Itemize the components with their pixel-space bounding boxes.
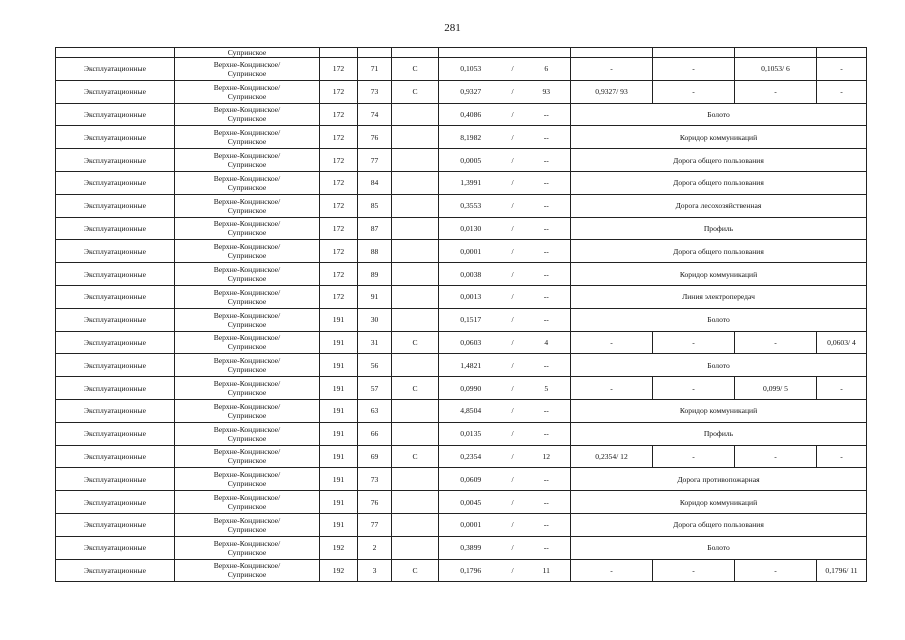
table-row xyxy=(56,194,867,217)
volume-cell: 5 xyxy=(523,377,571,400)
value-cell-1: 0,2354/ 12 xyxy=(571,445,653,468)
continuation-location: Супринское xyxy=(175,48,320,58)
separator-cell: / xyxy=(503,240,523,263)
category-cell xyxy=(392,194,439,217)
subdistrict-name: Супринское xyxy=(227,296,267,306)
value-cell-1: - xyxy=(571,377,653,400)
subdistrict-name: Супринское xyxy=(227,570,267,580)
location-cell xyxy=(175,491,320,514)
quarter-cell: 191 xyxy=(320,445,358,468)
forest-category-cell: Эксплуатационные xyxy=(56,308,175,331)
separator-cell: / xyxy=(503,80,523,103)
location-cell xyxy=(175,399,320,422)
district-name: Верхне-Кондинское/ xyxy=(213,424,281,434)
location-cell xyxy=(175,171,320,194)
forest-category-cell: Эксплуатационные xyxy=(56,445,175,468)
land-type-note: Дорога общего пользования xyxy=(571,171,867,194)
location-cell xyxy=(175,445,320,468)
value-cell-4: - xyxy=(817,377,867,400)
subdistrict-name: Супринское xyxy=(227,365,267,375)
area-cell: 1,4821 xyxy=(439,354,503,377)
quarter-cell: 172 xyxy=(320,263,358,286)
volume-cell: 4 xyxy=(523,331,571,354)
category-cell xyxy=(392,103,439,126)
subdistrict-name: Супринское xyxy=(227,319,267,329)
category-cell xyxy=(392,513,439,536)
value-cell-1: - xyxy=(571,331,653,354)
volume-cell: -- xyxy=(523,308,571,331)
area-cell: 0,0005 xyxy=(439,149,503,172)
value-cell-2: - xyxy=(653,80,735,103)
district-name: Верхне-Кондинское/ xyxy=(213,356,281,366)
district-name: Верхне-Кондинское/ xyxy=(213,151,281,161)
table-row xyxy=(56,103,867,126)
location-cell xyxy=(175,149,320,172)
quarter-cell: 172 xyxy=(320,58,358,81)
table-row xyxy=(56,263,867,286)
forest-category-cell: Эксплуатационные xyxy=(56,263,175,286)
category-cell: С xyxy=(392,377,439,400)
district-name: Верхне-Кондинское/ xyxy=(213,310,281,320)
district-name: Верхне-Кондинское/ xyxy=(213,561,281,571)
volume-cell: -- xyxy=(523,103,571,126)
district-name: Верхне-Кондинское/ xyxy=(213,265,281,275)
land-type-note: Коридор коммуникаций xyxy=(571,399,867,422)
separator-cell: / xyxy=(503,468,523,491)
quarter-cell: 191 xyxy=(320,422,358,445)
separator-cell: / xyxy=(503,126,523,149)
value-cell-4: 0,1796/ 11 xyxy=(817,559,867,582)
volume-cell: -- xyxy=(523,171,571,194)
location-cell xyxy=(175,217,320,240)
quarter-cell: 192 xyxy=(320,536,358,559)
volume-cell: -- xyxy=(523,285,571,308)
area-cell: 1,3991 xyxy=(439,171,503,194)
forest-category-cell: Эксплуатационные xyxy=(56,536,175,559)
subdistrict-name: Супринское xyxy=(227,388,267,398)
category-cell xyxy=(392,422,439,445)
forest-category-cell: Эксплуатационные xyxy=(56,58,175,81)
subdistrict-name: Супринское xyxy=(227,68,267,78)
stand-cell: 87 xyxy=(358,217,392,240)
area-cell: 0,3553 xyxy=(439,194,503,217)
table-row xyxy=(56,513,867,536)
table-row xyxy=(56,445,867,468)
location-cell xyxy=(175,80,320,103)
district-name: Верхне-Кондинское/ xyxy=(213,128,281,138)
separator-cell: / xyxy=(503,149,523,172)
separator-cell: / xyxy=(503,559,523,582)
quarter-cell: 172 xyxy=(320,285,358,308)
category-cell xyxy=(392,285,439,308)
volume-cell: -- xyxy=(523,263,571,286)
district-name: Верхне-Кондинское/ xyxy=(213,219,281,229)
location-cell xyxy=(175,513,320,536)
area-cell: 0,2354 xyxy=(439,445,503,468)
category-cell xyxy=(392,354,439,377)
land-type-note: Коридор коммуникаций xyxy=(571,491,867,514)
value-cell-2: - xyxy=(653,331,735,354)
forest-category-cell: Эксплуатационные xyxy=(56,194,175,217)
separator-cell: / xyxy=(503,536,523,559)
district-name: Верхне-Кондинское/ xyxy=(213,333,281,343)
stand-cell: 76 xyxy=(358,126,392,149)
table-row xyxy=(56,149,867,172)
land-type-note: Дорога общего пользования xyxy=(571,240,867,263)
area-cell: 0,4086 xyxy=(439,103,503,126)
value-cell-2: - xyxy=(653,559,735,582)
stand-cell: 91 xyxy=(358,285,392,308)
table-row xyxy=(56,422,867,445)
table-row xyxy=(56,536,867,559)
page-number: 281 xyxy=(444,22,461,34)
forest-category-cell: Эксплуатационные xyxy=(56,285,175,308)
volume-cell: 6 xyxy=(523,58,571,81)
location-cell xyxy=(175,422,320,445)
area-cell: 0,0038 xyxy=(439,263,503,286)
subdistrict-name: Супринское xyxy=(227,433,267,443)
separator-cell: / xyxy=(503,491,523,514)
table-row xyxy=(56,80,867,103)
stand-cell: 76 xyxy=(358,491,392,514)
land-type-note: Дорога общего пользования xyxy=(571,149,867,172)
forest-category-cell: Эксплуатационные xyxy=(56,491,175,514)
land-type-note: Профиль xyxy=(571,422,867,445)
category-cell: С xyxy=(392,331,439,354)
forest-category-cell: Эксплуатационные xyxy=(56,126,175,149)
stand-cell: 77 xyxy=(358,149,392,172)
land-type-note: Профиль xyxy=(571,217,867,240)
location-cell xyxy=(175,331,320,354)
value-cell-4: - xyxy=(817,445,867,468)
location-cell xyxy=(175,285,320,308)
table-row xyxy=(56,354,867,377)
quarter-cell: 172 xyxy=(320,103,358,126)
category-cell xyxy=(392,491,439,514)
value-cell-1: 0,9327/ 93 xyxy=(571,80,653,103)
subdistrict-name: Супринское xyxy=(227,342,267,352)
forest-category-cell: Эксплуатационные xyxy=(56,240,175,263)
stand-cell: 89 xyxy=(358,263,392,286)
quarter-cell: 172 xyxy=(320,217,358,240)
category-cell: С xyxy=(392,445,439,468)
district-name: Верхне-Кондинское/ xyxy=(213,196,281,206)
volume-cell: -- xyxy=(523,217,571,240)
subdistrict-name: Супринское xyxy=(227,547,267,557)
subdistrict-name: Супринское xyxy=(227,182,267,192)
forest-category-cell: Эксплуатационные xyxy=(56,80,175,103)
stand-cell: 66 xyxy=(358,422,392,445)
district-name: Верхне-Кондинское/ xyxy=(213,287,281,297)
location-cell xyxy=(175,308,320,331)
category-cell: С xyxy=(392,559,439,582)
subdistrict-name: Супринское xyxy=(227,274,267,284)
value-cell-3: 0,1053/ 6 xyxy=(735,58,817,81)
forest-category-cell: Эксплуатационные xyxy=(56,399,175,422)
volume-cell: -- xyxy=(523,399,571,422)
volume-cell: -- xyxy=(523,126,571,149)
table-row xyxy=(56,468,867,491)
quarter-cell: 172 xyxy=(320,194,358,217)
location-cell xyxy=(175,354,320,377)
value-cell-3: - xyxy=(735,445,817,468)
table-row xyxy=(56,559,867,582)
value-cell-4: - xyxy=(817,80,867,103)
area-cell: 0,0603 xyxy=(439,331,503,354)
category-cell xyxy=(392,149,439,172)
category-cell xyxy=(392,217,439,240)
subdistrict-name: Супринское xyxy=(227,137,267,147)
volume-cell: -- xyxy=(523,422,571,445)
land-type-note: Болото xyxy=(571,308,867,331)
volume-cell: 12 xyxy=(523,445,571,468)
quarter-cell: 191 xyxy=(320,468,358,491)
quarter-cell: 191 xyxy=(320,354,358,377)
table-row xyxy=(56,58,867,81)
table-row xyxy=(56,217,867,240)
separator-cell: / xyxy=(503,513,523,536)
land-type-note: Коридор коммуникаций xyxy=(571,126,867,149)
table-row xyxy=(56,399,867,422)
forest-category-cell: Эксплуатационные xyxy=(56,422,175,445)
subdistrict-name: Супринское xyxy=(227,91,267,101)
forest-category-cell: Эксплуатационные xyxy=(56,468,175,491)
table-row xyxy=(56,126,867,149)
value-cell-3: 0,099/ 5 xyxy=(735,377,817,400)
category-cell xyxy=(392,308,439,331)
category-cell xyxy=(392,171,439,194)
value-cell-3: - xyxy=(735,80,817,103)
land-type-note: Дорога противопожарная xyxy=(571,468,867,491)
subdistrict-name: Супринское xyxy=(227,502,267,512)
area-cell: 0,0990 xyxy=(439,377,503,400)
stand-cell: 88 xyxy=(358,240,392,263)
forest-category-cell: Эксплуатационные xyxy=(56,103,175,126)
stand-cell: 77 xyxy=(358,513,392,536)
separator-cell: / xyxy=(503,377,523,400)
separator-cell: / xyxy=(503,217,523,240)
stand-cell: 84 xyxy=(358,171,392,194)
forest-category-cell: Эксплуатационные xyxy=(56,377,175,400)
quarter-cell: 172 xyxy=(320,80,358,103)
table-row xyxy=(56,285,867,308)
value-cell-3: - xyxy=(735,559,817,582)
subdistrict-name: Супринское xyxy=(227,114,267,124)
land-type-note: Дорога лесохозяйственная xyxy=(571,194,867,217)
continuation-row xyxy=(56,48,867,58)
location-cell xyxy=(175,263,320,286)
stand-cell: 30 xyxy=(358,308,392,331)
stand-cell: 73 xyxy=(358,80,392,103)
volume-cell: -- xyxy=(523,468,571,491)
category-cell xyxy=(392,399,439,422)
quarter-cell: 172 xyxy=(320,149,358,172)
volume-cell: -- xyxy=(523,513,571,536)
area-cell: 0,1053 xyxy=(439,58,503,81)
table-row xyxy=(56,240,867,263)
forest-plots-table xyxy=(55,47,867,582)
quarter-cell: 191 xyxy=(320,491,358,514)
separator-cell: / xyxy=(503,445,523,468)
land-type-note: Коридор коммуникаций xyxy=(571,263,867,286)
stand-cell: 2 xyxy=(358,536,392,559)
subdistrict-name: Супринское xyxy=(227,205,267,215)
quarter-cell: 191 xyxy=(320,377,358,400)
volume-cell: -- xyxy=(523,536,571,559)
category-cell xyxy=(392,126,439,149)
subdistrict-name: Супринское xyxy=(227,410,267,420)
table-row xyxy=(56,331,867,354)
category-cell xyxy=(392,240,439,263)
forest-category-cell: Эксплуатационные xyxy=(56,331,175,354)
land-type-note: Линия электропередач xyxy=(571,285,867,308)
stand-cell: 63 xyxy=(358,399,392,422)
volume-cell: -- xyxy=(523,354,571,377)
land-type-note: Болото xyxy=(571,354,867,377)
area-cell: 0,0609 xyxy=(439,468,503,491)
area-cell: 0,3899 xyxy=(439,536,503,559)
separator-cell: / xyxy=(503,58,523,81)
area-cell: 8,1982 xyxy=(439,126,503,149)
separator-cell: / xyxy=(503,171,523,194)
forest-category-cell: Эксплуатационные xyxy=(56,559,175,582)
location-cell xyxy=(175,468,320,491)
forest-category-cell: Эксплуатационные xyxy=(56,354,175,377)
value-cell-1: - xyxy=(571,58,653,81)
subdistrict-name: Супринское xyxy=(227,251,267,261)
value-cell-4: 0,0603/ 4 xyxy=(817,331,867,354)
stand-cell: 57 xyxy=(358,377,392,400)
quarter-cell: 172 xyxy=(320,126,358,149)
value-cell-2: - xyxy=(653,58,735,81)
volume-cell: 11 xyxy=(523,559,571,582)
district-name: Верхне-Кондинское/ xyxy=(213,401,281,411)
land-type-note: Болото xyxy=(571,103,867,126)
forest-category-cell: Эксплуатационные xyxy=(56,513,175,536)
separator-cell: / xyxy=(503,308,523,331)
stand-cell: 3 xyxy=(358,559,392,582)
value-cell-4: - xyxy=(817,58,867,81)
quarter-cell: 191 xyxy=(320,308,358,331)
district-name: Верхне-Кондинское/ xyxy=(213,59,281,69)
district-name: Верхне-Кондинское/ xyxy=(213,515,281,525)
quarter-cell: 172 xyxy=(320,240,358,263)
subdistrict-name: Супринское xyxy=(227,228,267,238)
area-cell: 0,0001 xyxy=(439,513,503,536)
stand-cell: 56 xyxy=(358,354,392,377)
district-name: Верхне-Кондинское/ xyxy=(213,242,281,252)
area-cell: 4,8504 xyxy=(439,399,503,422)
area-cell: 0,1796 xyxy=(439,559,503,582)
area-cell: 0,0045 xyxy=(439,491,503,514)
location-cell xyxy=(175,103,320,126)
location-cell xyxy=(175,58,320,81)
quarter-cell: 191 xyxy=(320,513,358,536)
category-cell xyxy=(392,468,439,491)
table-row xyxy=(56,491,867,514)
area-cell: 0,9327 xyxy=(439,80,503,103)
separator-cell: / xyxy=(503,285,523,308)
stand-cell: 85 xyxy=(358,194,392,217)
quarter-cell: 191 xyxy=(320,331,358,354)
district-name: Верхне-Кондинское/ xyxy=(213,447,281,457)
separator-cell: / xyxy=(503,354,523,377)
volume-cell: -- xyxy=(523,491,571,514)
location-cell xyxy=(175,240,320,263)
location-cell xyxy=(175,377,320,400)
area-cell: 0,0001 xyxy=(439,240,503,263)
location-cell xyxy=(175,194,320,217)
separator-cell: / xyxy=(503,331,523,354)
area-cell: 0,0013 xyxy=(439,285,503,308)
subdistrict-name: Супринское xyxy=(227,456,267,466)
district-name: Верхне-Кондинское/ xyxy=(213,470,281,480)
subdistrict-name: Супринское xyxy=(227,524,267,534)
land-type-note: Дорога общего пользования xyxy=(571,513,867,536)
land-type-note: Болото xyxy=(571,536,867,559)
table-row xyxy=(56,171,867,194)
quarter-cell: 172 xyxy=(320,171,358,194)
quarter-cell: 191 xyxy=(320,399,358,422)
quarter-cell: 192 xyxy=(320,559,358,582)
value-cell-3: - xyxy=(735,331,817,354)
separator-cell: / xyxy=(503,263,523,286)
subdistrict-name: Супринское xyxy=(227,160,267,170)
stand-cell: 31 xyxy=(358,331,392,354)
category-cell xyxy=(392,536,439,559)
area-cell: 0,0135 xyxy=(439,422,503,445)
area-cell: 0,0130 xyxy=(439,217,503,240)
location-cell xyxy=(175,126,320,149)
separator-cell: / xyxy=(503,194,523,217)
location-cell xyxy=(175,536,320,559)
subdistrict-name: Супринское xyxy=(227,479,267,489)
stand-cell: 71 xyxy=(358,58,392,81)
district-name: Верхне-Кондинское/ xyxy=(213,82,281,92)
district-name: Верхне-Кондинское/ xyxy=(213,379,281,389)
forest-category-cell: Эксплуатационные xyxy=(56,149,175,172)
volume-cell: -- xyxy=(523,149,571,172)
district-name: Верхне-Кондинское/ xyxy=(213,105,281,115)
stand-cell: 69 xyxy=(358,445,392,468)
category-cell: С xyxy=(392,58,439,81)
location-cell xyxy=(175,559,320,582)
volume-cell: -- xyxy=(523,240,571,263)
table-row xyxy=(56,308,867,331)
table-row xyxy=(56,377,867,400)
forest-category-cell: Эксплуатационные xyxy=(56,171,175,194)
category-cell: С xyxy=(392,80,439,103)
volume-cell: -- xyxy=(523,194,571,217)
stand-cell: 74 xyxy=(358,103,392,126)
value-cell-1: - xyxy=(571,559,653,582)
separator-cell: / xyxy=(503,103,523,126)
volume-cell: 93 xyxy=(523,80,571,103)
value-cell-2: - xyxy=(653,377,735,400)
forest-category-cell: Эксплуатационные xyxy=(56,217,175,240)
district-name: Верхне-Кондинское/ xyxy=(213,493,281,503)
district-name: Верхне-Кондинское/ xyxy=(213,173,281,183)
value-cell-2: - xyxy=(653,445,735,468)
separator-cell: / xyxy=(503,399,523,422)
separator-cell: / xyxy=(503,422,523,445)
category-cell xyxy=(392,263,439,286)
district-name: Верхне-Кондинское/ xyxy=(213,538,281,548)
area-cell: 0,1517 xyxy=(439,308,503,331)
stand-cell: 73 xyxy=(358,468,392,491)
